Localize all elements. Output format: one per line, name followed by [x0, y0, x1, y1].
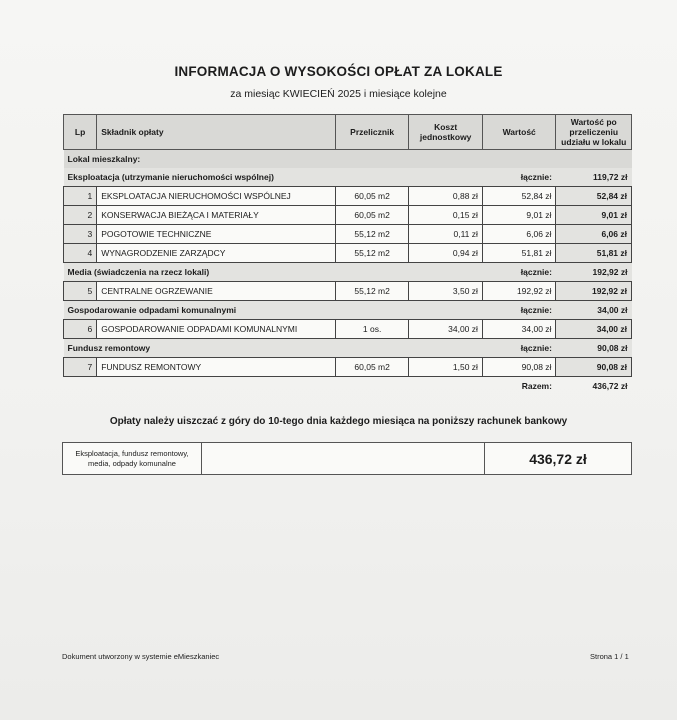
section-row — [64, 150, 632, 169]
group-label: Media (świadczenia na rzecz lokali) — [64, 263, 483, 282]
header-koszt: Koszt jednostkowy — [409, 115, 483, 150]
group-row — [64, 301, 632, 320]
item-koszt: 1,50 zł — [409, 358, 483, 377]
item-name: GOSPODAROWANIE ODPADAMI KOMUNALNYMI — [97, 320, 336, 339]
item-udzial: 192,92 zł — [556, 282, 632, 301]
item-koszt: 34,00 zł — [409, 320, 483, 339]
item-wartosc: 52,84 zł — [482, 187, 556, 206]
item-wartosc: 9,01 zł — [482, 206, 556, 225]
item-name: CENTRALNE OGRZEWANIE — [97, 282, 336, 301]
table-row — [64, 320, 632, 339]
header-przelicznik: Przelicznik — [335, 115, 409, 150]
table-row — [64, 244, 632, 263]
payment-table — [62, 442, 632, 475]
item-lp: 1 — [64, 187, 97, 206]
group-total-value: 90,08 zł — [556, 339, 632, 358]
item-przelicznik: 60,05 m2 — [335, 358, 409, 377]
table-row — [64, 225, 632, 244]
item-udzial: 52,84 zł — [556, 187, 632, 206]
payment-label: Eksploatacja, fundusz remontowy, media, odpady komunalne — [63, 443, 202, 475]
group-row — [64, 263, 632, 282]
document-subtitle: za miesiąc KWIECIEŃ 2025 i miesiące kolejne — [230, 88, 447, 100]
item-name: WYNAGRODZENIE ZARZĄDCY — [97, 244, 336, 263]
group-label: Fundusz remontowy — [64, 339, 483, 358]
group-total-value: 119,72 zł — [556, 168, 632, 187]
group-label: Gospodarowanie odpadami komunalnymi — [64, 301, 483, 320]
item-lp: 7 — [64, 358, 97, 377]
item-lp: 2 — [64, 206, 97, 225]
item-name: KONSERWACJA BIEŻĄCA I MATERIAŁY — [97, 206, 336, 225]
group-row — [64, 168, 632, 187]
table-row — [64, 358, 632, 377]
item-name: EKSPLOATACJA NIERUCHOMOŚCI WSPÓLNEJ — [97, 187, 336, 206]
item-lp: 5 — [64, 282, 97, 301]
item-wartosc: 192,92 zł — [482, 282, 556, 301]
payment-note: Opłaty należy uiszczać z góry do 10-tego dnia każdego miesiąca na poniższy rachunek bankowy — [109, 416, 568, 427]
item-udzial: 9,01 zł — [556, 206, 632, 225]
item-koszt: 3,50 zł — [409, 282, 483, 301]
item-lp: 6 — [64, 320, 97, 339]
item-przelicznik: 55,12 m2 — [335, 244, 409, 263]
header-name: Składnik opłaty — [97, 115, 336, 150]
item-lp: 4 — [64, 244, 97, 263]
grand-total-value: 436,72 zł — [592, 381, 628, 391]
item-udzial: 51,81 zł — [556, 244, 632, 263]
fees-table — [63, 114, 632, 395]
bank-account-field — [202, 443, 485, 475]
item-wartosc: 34,00 zł — [482, 320, 556, 339]
grand-total-row — [64, 377, 632, 396]
item-przelicznik: 60,05 m2 — [335, 206, 409, 225]
header-udzial: Wartość po przeliczeniu udziału w lokalu — [556, 115, 632, 150]
item-udzial: 90,08 zł — [556, 358, 632, 377]
footer-page-number: Strona 1 / 1 — [590, 652, 629, 661]
item-koszt: 0,11 zł — [409, 225, 483, 244]
group-row — [64, 339, 632, 358]
table-row — [64, 187, 632, 206]
item-name: POGOTOWIE TECHNICZNE — [97, 225, 336, 244]
table-row — [64, 206, 632, 225]
group-total-label: łącznie: — [482, 168, 556, 187]
item-przelicznik: 55,12 m2 — [335, 225, 409, 244]
group-total-value: 34,00 zł — [556, 301, 632, 320]
footer-system-note: Dokument utworzony w systemie eMieszkaniec — [62, 652, 220, 661]
group-label: Eksploatacja (utrzymanie nieruchomości wspólnej) — [64, 168, 483, 187]
payment-row — [63, 443, 632, 475]
grand-total-spacer — [64, 377, 483, 396]
item-udzial: 6,06 zł — [556, 225, 632, 244]
header-lp: Lp — [64, 115, 97, 150]
item-przelicznik: 60,05 m2 — [335, 187, 409, 206]
group-total-label: łącznie: — [482, 339, 556, 358]
document-title: INFORMACJA O WYSOKOŚCI OPŁAT ZA LOKALE — [174, 64, 503, 79]
item-lp: 3 — [64, 225, 97, 244]
table-row — [64, 282, 632, 301]
item-koszt: 0,88 zł — [409, 187, 483, 206]
item-wartosc: 90,08 zł — [482, 358, 556, 377]
item-przelicznik: 1 os. — [335, 320, 409, 339]
item-udzial: 34,00 zł — [556, 320, 632, 339]
grand-total-label: Razem: — [521, 381, 552, 391]
item-koszt: 0,15 zł — [409, 206, 483, 225]
group-total-label: łącznie: — [482, 263, 556, 282]
item-koszt: 0,94 zł — [409, 244, 483, 263]
group-total-label: łącznie: — [482, 301, 556, 320]
section-label: Lokal mieszkalny: — [64, 150, 632, 169]
item-wartosc: 6,06 zł — [482, 225, 556, 244]
payment-amount: 436,72 zł — [485, 443, 632, 475]
item-wartosc: 51,81 zł — [482, 244, 556, 263]
table-header-row — [64, 115, 632, 150]
group-total-value: 192,92 zł — [556, 263, 632, 282]
item-name: FUNDUSZ REMONTOWY — [97, 358, 336, 377]
item-przelicznik: 55,12 m2 — [335, 282, 409, 301]
header-wartosc: Wartość — [482, 115, 556, 150]
